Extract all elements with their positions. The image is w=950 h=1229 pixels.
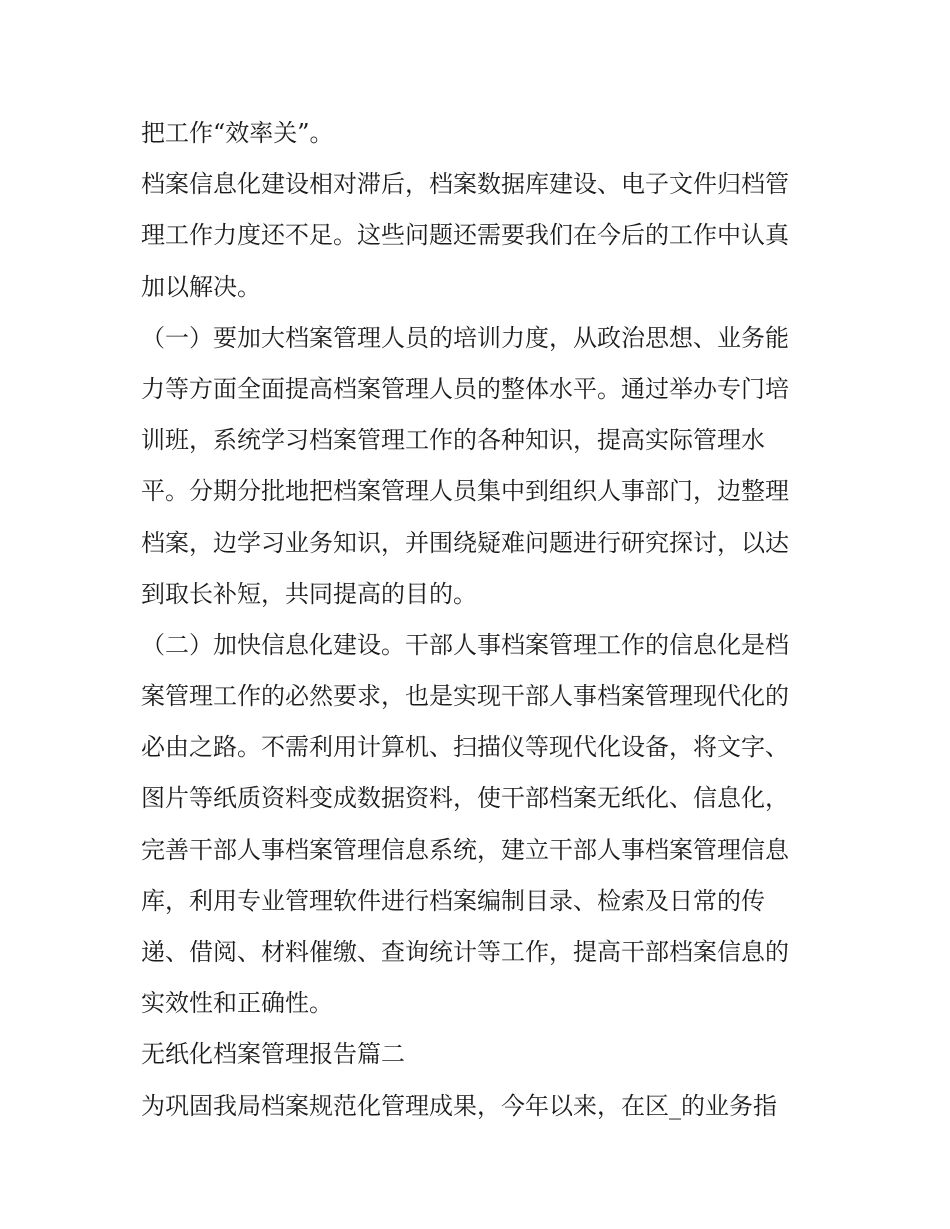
- text-line: 把工作“效率关”。: [141, 119, 334, 147]
- text-line: 理工作力度还不足。这些问题还需要我们在今后的工作中认真: [141, 221, 789, 250]
- text-line: 图片等纸质资料变成数据资料，使干部档案无纸化、信息化，: [141, 784, 789, 813]
- text-line: 库，利用专业管理软件进行档案编制目录、检索及日常的传: [141, 886, 765, 915]
- text-line: 平。分期分批地把档案管理人员集中到组织人事部门，边整理: [141, 477, 789, 506]
- text-line: 递、借阅、材料催缴、查询统计等工作，提高干部档案信息的: [141, 938, 789, 966]
- text-line: 到取长补短，共同提高的目的。: [141, 579, 477, 608]
- text-line: 档案，边学习业务知识，并围绕疑难问题进行研究探讨，以达: [141, 528, 789, 557]
- text-line: 档案信息化建设相对滞后，档案数据库建设、电子文件归档管: [141, 170, 789, 199]
- text-line: 力等方面全面提高档案管理人员的整体水平。通过举办专门培: [141, 374, 789, 403]
- text-line: 加以解决。: [141, 272, 261, 301]
- text-line: （一）要加大档案管理人员的培训力度，从政治思想、业务能: [141, 323, 789, 352]
- document-body: [141, 108, 813, 1132]
- text-line: 训班，系统学习档案管理工作的各种知识，提高实际管理水: [141, 426, 765, 455]
- text-line: 为巩固我局档案规范化管理成果，今年以来，在区_的业务指: [141, 1091, 777, 1120]
- text-line: 必由之路。不需利用计算机、扫描仪等现代化设备，将文字、: [141, 733, 789, 762]
- text-line: 完善干部人事档案管理信息系统，建立干部人事档案管理信息: [141, 835, 789, 864]
- text-line: 案管理工作的必然要求，也是实现干部人事档案管理现代化的: [141, 682, 789, 711]
- text-line: （二）加快信息化建设。干部人事档案管理工作的信息化是档: [141, 630, 789, 659]
- text-line: 实效性和正确性。: [141, 989, 333, 1018]
- section-heading: 无纸化档案管理报告篇二: [141, 1040, 405, 1069]
